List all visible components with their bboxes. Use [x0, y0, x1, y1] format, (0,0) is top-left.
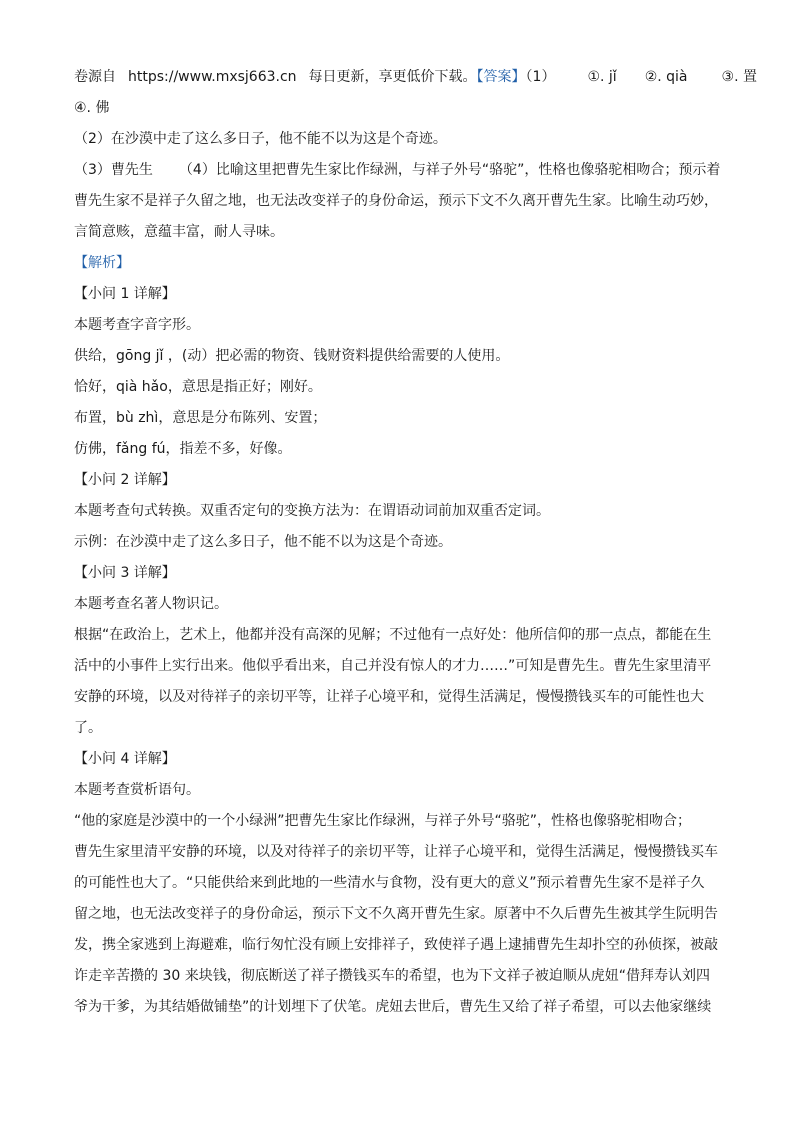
sub3-line: 了。 — [74, 720, 102, 736]
sub1-line: 供给，gōng jǐ ，(动）把必需的物资、钱财资料提供给需要的人使用。 — [74, 348, 510, 364]
sub1-line: 恰好，qià hǎo，意思是指正好；刚好。 — [74, 379, 322, 395]
answer-q4-line2: 曹先生家不是祥子久留之地，也无法改变祥子的身份命运，预示下文不久离开曹先生家。比喻生动巧妙， — [74, 193, 718, 209]
sub2-line: 示例：在沙漠中走了这么多日子，他不能不以为这是个奇迹。 — [74, 534, 452, 550]
source-url[interactable]: https://www.mxsj663.cn — [128, 69, 297, 85]
option-1: ①. jǐ — [587, 69, 617, 85]
slogan: 每日更新，享更低价下载。 — [308, 69, 477, 85]
sub4-line: 的可能性也大了。“只能供给来到此地的一些清水与食物，没有更大的意义”预示着曹先生家不是祥子久 — [74, 875, 705, 891]
sub4-line: “他的家庭是沙漠中的一个小绿洲”把曹先生家比作绿洲，与祥子外号“骆驼”，性格也像骆驼相吻合； — [74, 813, 692, 829]
answer-q4-line1: （4）比喻这里把曹先生家比作绿洲，与祥子外号“骆驼”，性格也像骆驼相吻合；预示着 — [178, 162, 721, 178]
analysis-label: 【解析】 — [74, 255, 130, 271]
sub3-title: 【小问 3 详解】 — [74, 565, 176, 581]
sub3-line: 安静的环境，以及对待祥子的亲切平等，让祥子心境平和，觉得生活满足，慢慢攒钱买车的可能性也大 — [74, 689, 704, 705]
sub1-line: 仿佛，fǎng fú，指差不多，好像。 — [74, 441, 292, 457]
sub4-line: 爷为干爹，为其结婚做铺垫”的计划埋下了伏笔。虎妞去世后，曹先生又给了祥子希望，可以去他家继续 — [74, 999, 712, 1015]
sub4-line: 曹先生家里清平安静的环境，以及对待祥子的亲切平等，让祥子心境平和，觉得生活满足，慢慢攒钱买车 — [74, 844, 718, 860]
sub4-line: 诈走辛苦攒的 30 来块钱，彻底断送了祥子攒钱买车的希望，也为下文祥子被迫顺从虎妞“借拜寿认刘四 — [74, 968, 710, 984]
sub4-line: 本题考查赏析语句。 — [74, 782, 200, 798]
option-4: ④. 佛 — [74, 100, 110, 116]
option-2: ②. qià — [644, 69, 688, 85]
source-prefix: 卷源自 — [74, 69, 116, 85]
sub4-line: 发，携全家逃到上海避难，临行匆忙没有顾上安排祥子，致使祥子遇上逮捕曹先生却扑空的孙侦探，被敲 — [74, 937, 718, 953]
document-body — [74, 62, 757, 1023]
sub3-line: 根据“在政治上，艺术上，他都并没有高深的见解；不过他有一点好处：他所信仰的那一点点，都能在生 — [74, 627, 712, 643]
sub1-line: 本题考查字音字形。 — [74, 317, 200, 333]
answer-q3-q4-line — [74, 155, 724, 186]
sub4-line: 留之地，也无法改变祥子的身份命运，预示下文不久离开曹先生家。原著中不久后曹先生被其学生阮明告 — [74, 906, 718, 922]
sub4-title: 【小问 4 详解】 — [74, 751, 176, 767]
sub1-line: 布置，bù zhì，意思是分布陈列、安置； — [74, 410, 327, 426]
answer-q2: （2）在沙漠中走了这么多日子，他不能不以为这是个奇迹。 — [74, 131, 447, 147]
q1-label: （1） — [525, 69, 556, 85]
sub2-line: 本题考查句式转换。双重否定句的变换方法为：在谓语动词前加双重否定词。 — [74, 503, 550, 519]
sub3-line: 活中的小事件上实行出来。他似乎看出来，自己并没有惊人的才力……”可知是曹先生。曹先生家里清平 — [74, 658, 712, 674]
option-3: ③. 置 — [721, 69, 757, 85]
answer-label: 【答案】 — [476, 69, 526, 85]
sub2-title: 【小问 2 详解】 — [74, 472, 176, 488]
answer-q3: （3）曹先生 — [74, 162, 153, 178]
sub1-title: 【小问 1 详解】 — [74, 286, 176, 302]
option-4-line — [74, 93, 724, 124]
sub3-line: 本题考查名著人物识记。 — [74, 596, 228, 612]
answer-q4-line3: 言简意赅，意蕴丰富，耐人寻味。 — [74, 224, 284, 240]
header-line — [74, 62, 757, 93]
